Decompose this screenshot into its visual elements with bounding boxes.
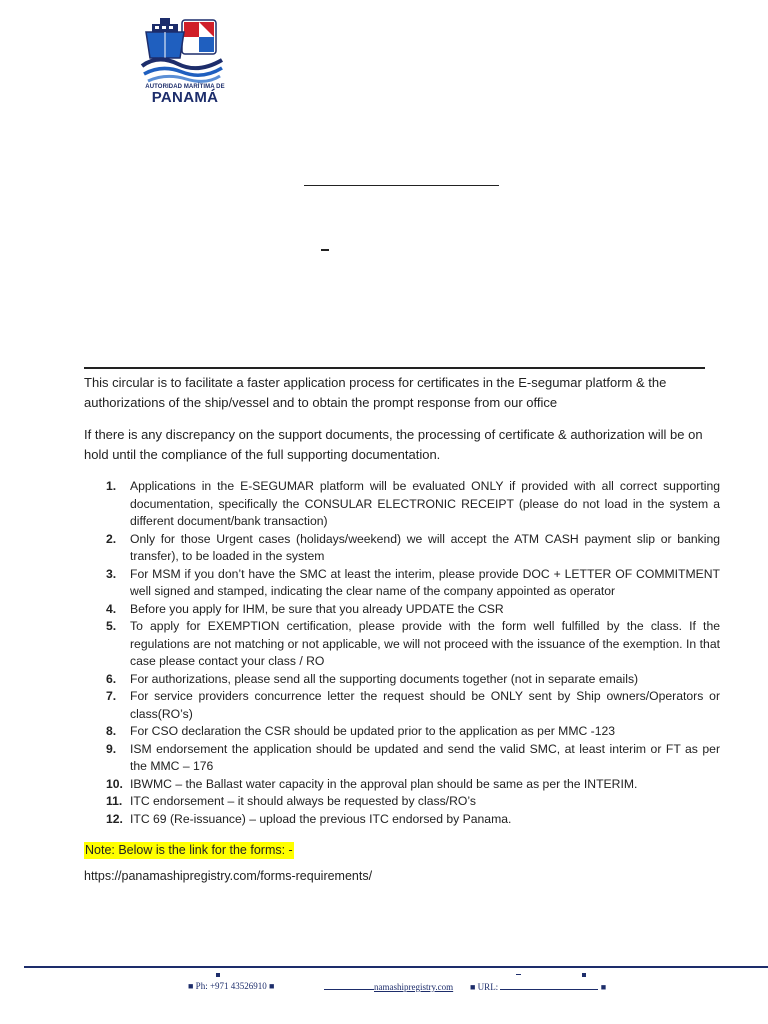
intro-paragraph: This circular is to facilitate a faster application process for certificates in the E-segumar platform & the authorizations of the ship/vessel and to obtain the prompt response from our office [84, 375, 667, 410]
list-item [84, 776, 720, 794]
list-item-number: 5. [106, 619, 117, 633]
forms-link[interactable]: https://panamashipregistry.com/forms-requirements/ [84, 869, 373, 883]
list-item-number: 12. [106, 811, 123, 826]
list-item-number: 2. [106, 531, 117, 546]
list-item-text: To apply for EXEMPTION certification, please provide with the form well fulfilled by the class. If the regulations are not matching or not applicable, we will not proceed with the issuance of the exemption. In that case please contact your class / RO [130, 619, 720, 668]
requirements-list [84, 478, 720, 828]
footer-square-mark [582, 973, 586, 977]
title-dash [321, 249, 329, 251]
list-item [84, 531, 720, 566]
footer-rule [24, 966, 768, 968]
list-item-text: IBWMC – the Ballast water capacity in the approval plan should be same as per the INTERIM. [130, 776, 638, 791]
list-item-text: Before you apply for IHM, be sure that you already UPDATE the CSR [130, 601, 504, 616]
list-item [84, 671, 720, 689]
list-item [84, 478, 720, 531]
list-item-text: ITC endorsement – it should always be requested by class/RO’s [130, 794, 476, 808]
list-item [84, 566, 720, 601]
list-item [84, 601, 720, 619]
discrepancy-paragraph: If there is any discrepancy on the support documents, the processing of certificate & authorization will be on hold until the compliance of the full supporting documentation. [84, 427, 703, 462]
list-item [84, 723, 720, 741]
list-item-number: 9. [106, 741, 117, 756]
footer-site [324, 981, 453, 993]
footer-url-blank[interactable] [500, 981, 598, 990]
footer-end-mark: ■ [600, 982, 607, 992]
list-item [84, 793, 720, 811]
list-item [84, 618, 720, 671]
list-item-number: 11. [106, 794, 123, 808]
list-item-text: ITC 69 (Re-issuance) – upload the previous ITC endorsed by Panama. [130, 811, 512, 826]
list-item-text: Only for those Urgent cases (holidays/weekend) we will accept the ATM CASH payment slip or banking transfer), to be loaded in the system [130, 531, 720, 563]
footer-phone: ■ Ph: +971 43526910 ■ [188, 981, 275, 991]
list-item-text: For service providers concurrence letter the request should be ONLY sent by Ship owners/Operators or class(RO’s) [130, 689, 720, 721]
list-item-number: 10. [106, 776, 123, 791]
list-item [84, 811, 720, 829]
list-item-number: 1. [106, 479, 117, 493]
list-item-text: ISM endorsement the application should be updated and send the valid SMC, at least interim or FT as per the MMC – 176 [130, 741, 720, 773]
logo-caption-line1: AUTORIDAD MARÍTIMA DE [145, 84, 225, 90]
section-separator [84, 367, 705, 369]
footer-site-link[interactable]: namashipregistry.com [374, 982, 454, 992]
footer-url [470, 981, 606, 993]
title-underline [304, 185, 499, 186]
logo-caption-line2: PANAMÁ [151, 89, 219, 106]
footer-url-label: ■ URL: [470, 982, 499, 992]
list-item-text: For authorizations, please send all the supporting documents together (not in separate emails) [130, 671, 639, 686]
list-item-text: Applications in the E-SEGUMAR platform will be evaluated ONLY if provided with all correct supporting documentation, specifically the CONSULAR ELECTRONIC RECEIPT (please do not load in the system a different document/bank transaction) [130, 479, 720, 528]
list-item [84, 741, 720, 776]
list-item-number: 3. [106, 566, 117, 581]
logo-caption [130, 84, 240, 106]
list-item-number: 4. [106, 601, 117, 616]
footer-square-mark [216, 973, 220, 977]
list-item-number: 6. [106, 671, 117, 686]
forms-note: Note: Below is the link for the forms: - [85, 843, 293, 857]
list-item-number: 7. [106, 689, 117, 703]
list-item-text: For CSO declaration the CSR should be updated prior to the application as per MMC -123 [130, 724, 616, 738]
list-item-number: 8. [106, 724, 117, 738]
list-item [84, 688, 720, 723]
footer-site-blank [324, 981, 374, 990]
list-item-text: For MSM if you don’t have the SMC at least the interim, please provide DOC + LETTER OF COMMITMENT well signed and stamped, indicating the clear name of the company appointed as operator [130, 566, 720, 598]
footer-dash [516, 974, 521, 975]
